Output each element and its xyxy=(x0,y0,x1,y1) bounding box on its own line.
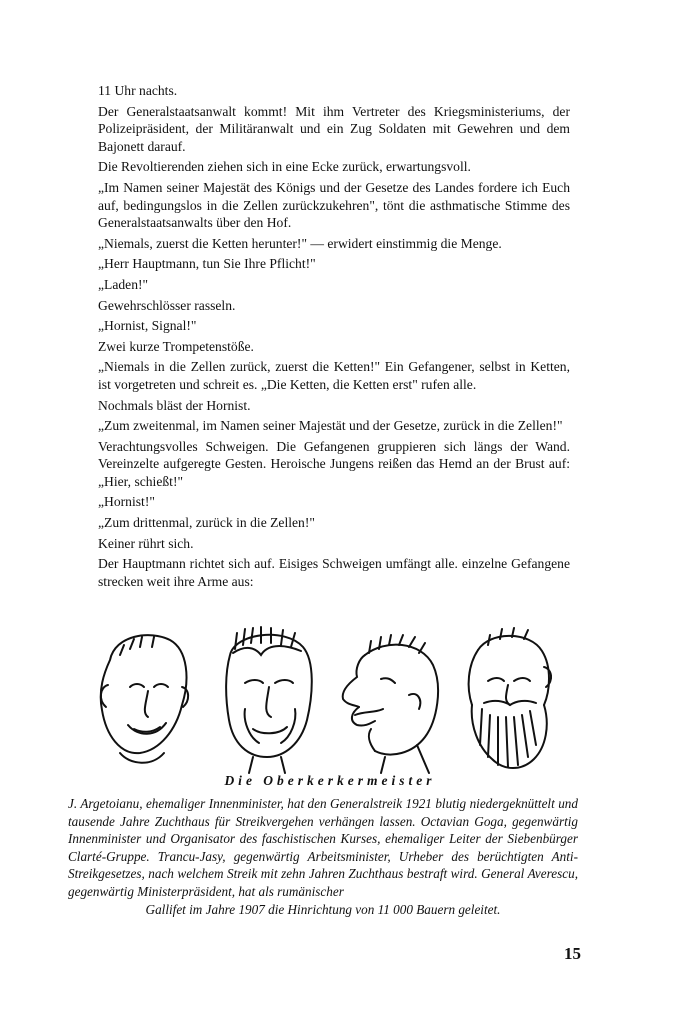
paragraph: „Im Namen seiner Majestät des Königs und der Gesetze des Landes fordere ich Euch auf, bedingungslos in die Zellen zurückzukehren", tönt die asthmatische Stimme des Generalstaatsanwalts über den Hof. xyxy=(98,179,570,231)
paragraph: „Hornist!" xyxy=(98,494,155,510)
portrait-averescu xyxy=(469,628,551,768)
paragraph: „Herr Hauptmann, tun Sie Ihre Pflicht!" xyxy=(98,256,316,272)
paragraph: Der Generalstaatsanwalt kommt! Mit ihm Vertreter des Kriegsministeriums, der Polizeipräsident, der Militäranwalt und ein Zug Soldaten mit Gewehren und dem Bajonett darauf. xyxy=(98,103,570,154)
paragraph: Die Revoltierenden ziehen sich in eine Ecke zurück, erwartungsvoll. xyxy=(98,159,471,175)
paragraph: Gewehrschlösser rasseln. xyxy=(98,297,236,313)
page-number: 15 xyxy=(564,944,581,963)
paragraph: „Hornist, Signal!" xyxy=(98,318,197,334)
portrait-goga xyxy=(226,627,312,773)
body-text xyxy=(98,82,570,593)
paragraph: „Niemals, zuerst die Ketten herunter!" — erwidert einstimmig die Menge. xyxy=(98,235,502,251)
paragraph: Keiner rührt sich. xyxy=(98,535,194,551)
caption-paragraph: J. Argetoianu, ehemaliger Innenminister, hat den Generalstreik 1921 blutig niedergeknüttelt und tausende Jahre Zuchthaus für Streikvergehen verhängen lassen. Octavian Goga, gegenwärtig Innenminister und Organisator des faschistischen Kurses, ehemaliger Leiter der Siebenbürger Clarté-Gruppe. Trancu-Jasy, gegenwärtig Arbeitsminister, Urheber des berüchtigten Anti-Streikgesetzes, nach welchem Streik mit zehn Jahren Zuchthaus bestraft wird. General Averescu, gegenwärtig Ministerpräsident, hat als rumänischer xyxy=(68,796,578,899)
portrait-trancu-jasy xyxy=(343,635,438,773)
paragraph: „Zum drittenmal, zurück in die Zellen!" xyxy=(98,515,315,531)
caption-text xyxy=(68,795,578,918)
caption-last-line: Gallifet im Jahre 1907 die Hinrichtung von 11 000 Bauern geleitet. xyxy=(145,901,501,917)
caricature-drawing xyxy=(90,625,570,775)
paragraph: Verachtungsvolles Schweigen. Die Gefangenen gruppieren sich längs der Wand. Vereinzelte aufgeregte Gesten. Heroische Jungens reißen das Hemd an der Brust auf: „Hier, schießt!" xyxy=(98,438,570,489)
paragraph: Zwei kurze Trompetenstöße. xyxy=(98,338,254,354)
paragraph: „Laden!" xyxy=(98,276,149,292)
time-heading: 11 Uhr nachts. xyxy=(98,83,178,98)
paragraph: Der Hauptmann richtet sich auf. Eisiges Schweigen umfängt alle. einzelne Gefangene strecken weit ihre Arme aus: xyxy=(98,556,570,589)
paragraph: Nochmals bläst der Hornist. xyxy=(98,397,251,413)
paragraph: „Zum zweitenmal, im Namen seiner Majestät und der Gesetze, zurück in die Zellen!" xyxy=(98,418,563,434)
caption-title: Die Oberkerkermeister xyxy=(224,773,436,788)
caricature-illustration xyxy=(90,625,570,775)
paragraph: „Niemals in die Zellen zurück, zuerst die Ketten!" Ein Gefangener, selbst in Ketten, ist vorgetreten und schreit es. „Die Ketten, die Ketten erst" rufen alle. xyxy=(98,359,570,392)
portrait-argetoianu xyxy=(101,635,188,763)
